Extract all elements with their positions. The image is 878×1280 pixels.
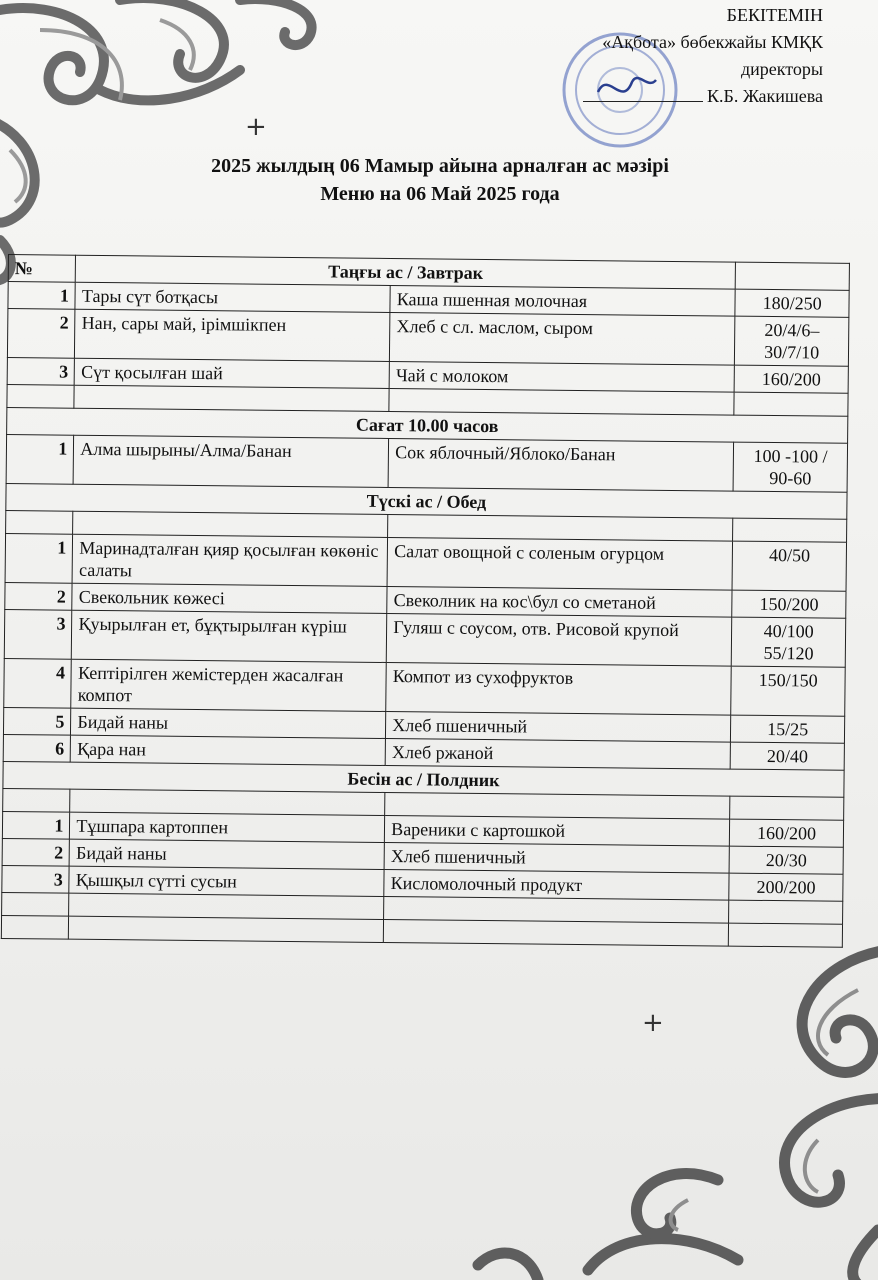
table-row: 6 Қара нан Хлеб ржаной 20/40	[3, 734, 844, 770]
approval-organization: «Ақбота» бөбекжайы КМҚК	[602, 32, 823, 52]
table-row: 3 Сүт қосылған шай Чай с молоком 160/200	[7, 357, 848, 393]
table-row: 1 Тары сүт ботқасы Каша пшенная молочная 180/250	[8, 282, 849, 318]
plus-mark-top: +	[245, 112, 267, 142]
table-row: 3 Қуырылған ет, бұқтырылған күріш Гуляш с соусом, отв. Рисовой крупой 40/100 55/120	[4, 609, 845, 667]
header-number: №	[8, 255, 76, 283]
table-row: 1 Тұшпара картоппен Вареники с картошкой 160/200	[2, 811, 843, 847]
section-afternoon-title: Бесін ас / Полдник	[3, 761, 844, 797]
table-row: 2 Нан, сары май, ірімшікпен Хлеб с сл. маслом, сыром 20/4/6–30/7/10	[7, 309, 848, 367]
menu-titles	[60, 152, 820, 208]
title-russian: Меню на 06 Май 2025 года	[320, 183, 560, 205]
approval-director-name: К.Б. Жакишева	[707, 86, 823, 106]
approval-signature-line	[523, 83, 823, 110]
table-row: 1 Маринадталған қияр қосылған көкөніс салаты Салат овощной с соленым огурцом 40/50	[5, 533, 846, 591]
table-row: 2 Свекольник көжесі Свеколник на кос\бул со сметаной 150/200	[5, 582, 846, 618]
approval-position: директоры	[740, 59, 823, 79]
table-row: 2 Бидай наны Хлеб пшеничный 20/30	[2, 838, 843, 874]
table-row: 5 Бидай наны Хлеб пшеничный 15/25	[3, 707, 844, 743]
title-kazakh: 2025 жылдың 06 Мамыр айына арналған ас мәзірі	[211, 155, 669, 177]
table-row: 4 Кептірілген жемістерден жасалған компот Компот из сухофруктов 150/150	[4, 658, 845, 716]
plus-mark-bottom: +	[642, 1008, 664, 1038]
menu-table	[1, 254, 850, 948]
ornament-top-left	[0, 0, 360, 290]
section-snack-title: Сағат 10.00 часов	[7, 407, 848, 443]
table-row: 3 Қышқыл сүтті сусын Кисломолочный продукт 200/200	[2, 865, 843, 901]
section-breakfast-title: Таңғы ас / Завтрак	[76, 255, 736, 289]
section-lunch-title: Түскі ас / Обед	[6, 483, 847, 519]
approval-block	[523, 2, 823, 110]
table-row: 1 Алма шырыны/Алма/Банан Сок яблочный/Яблоко/Банан 100 -100 / 90-60	[6, 434, 847, 492]
ornament-bottom-right	[438, 930, 878, 1280]
approval-title: БЕКІТЕМІН	[726, 5, 823, 25]
